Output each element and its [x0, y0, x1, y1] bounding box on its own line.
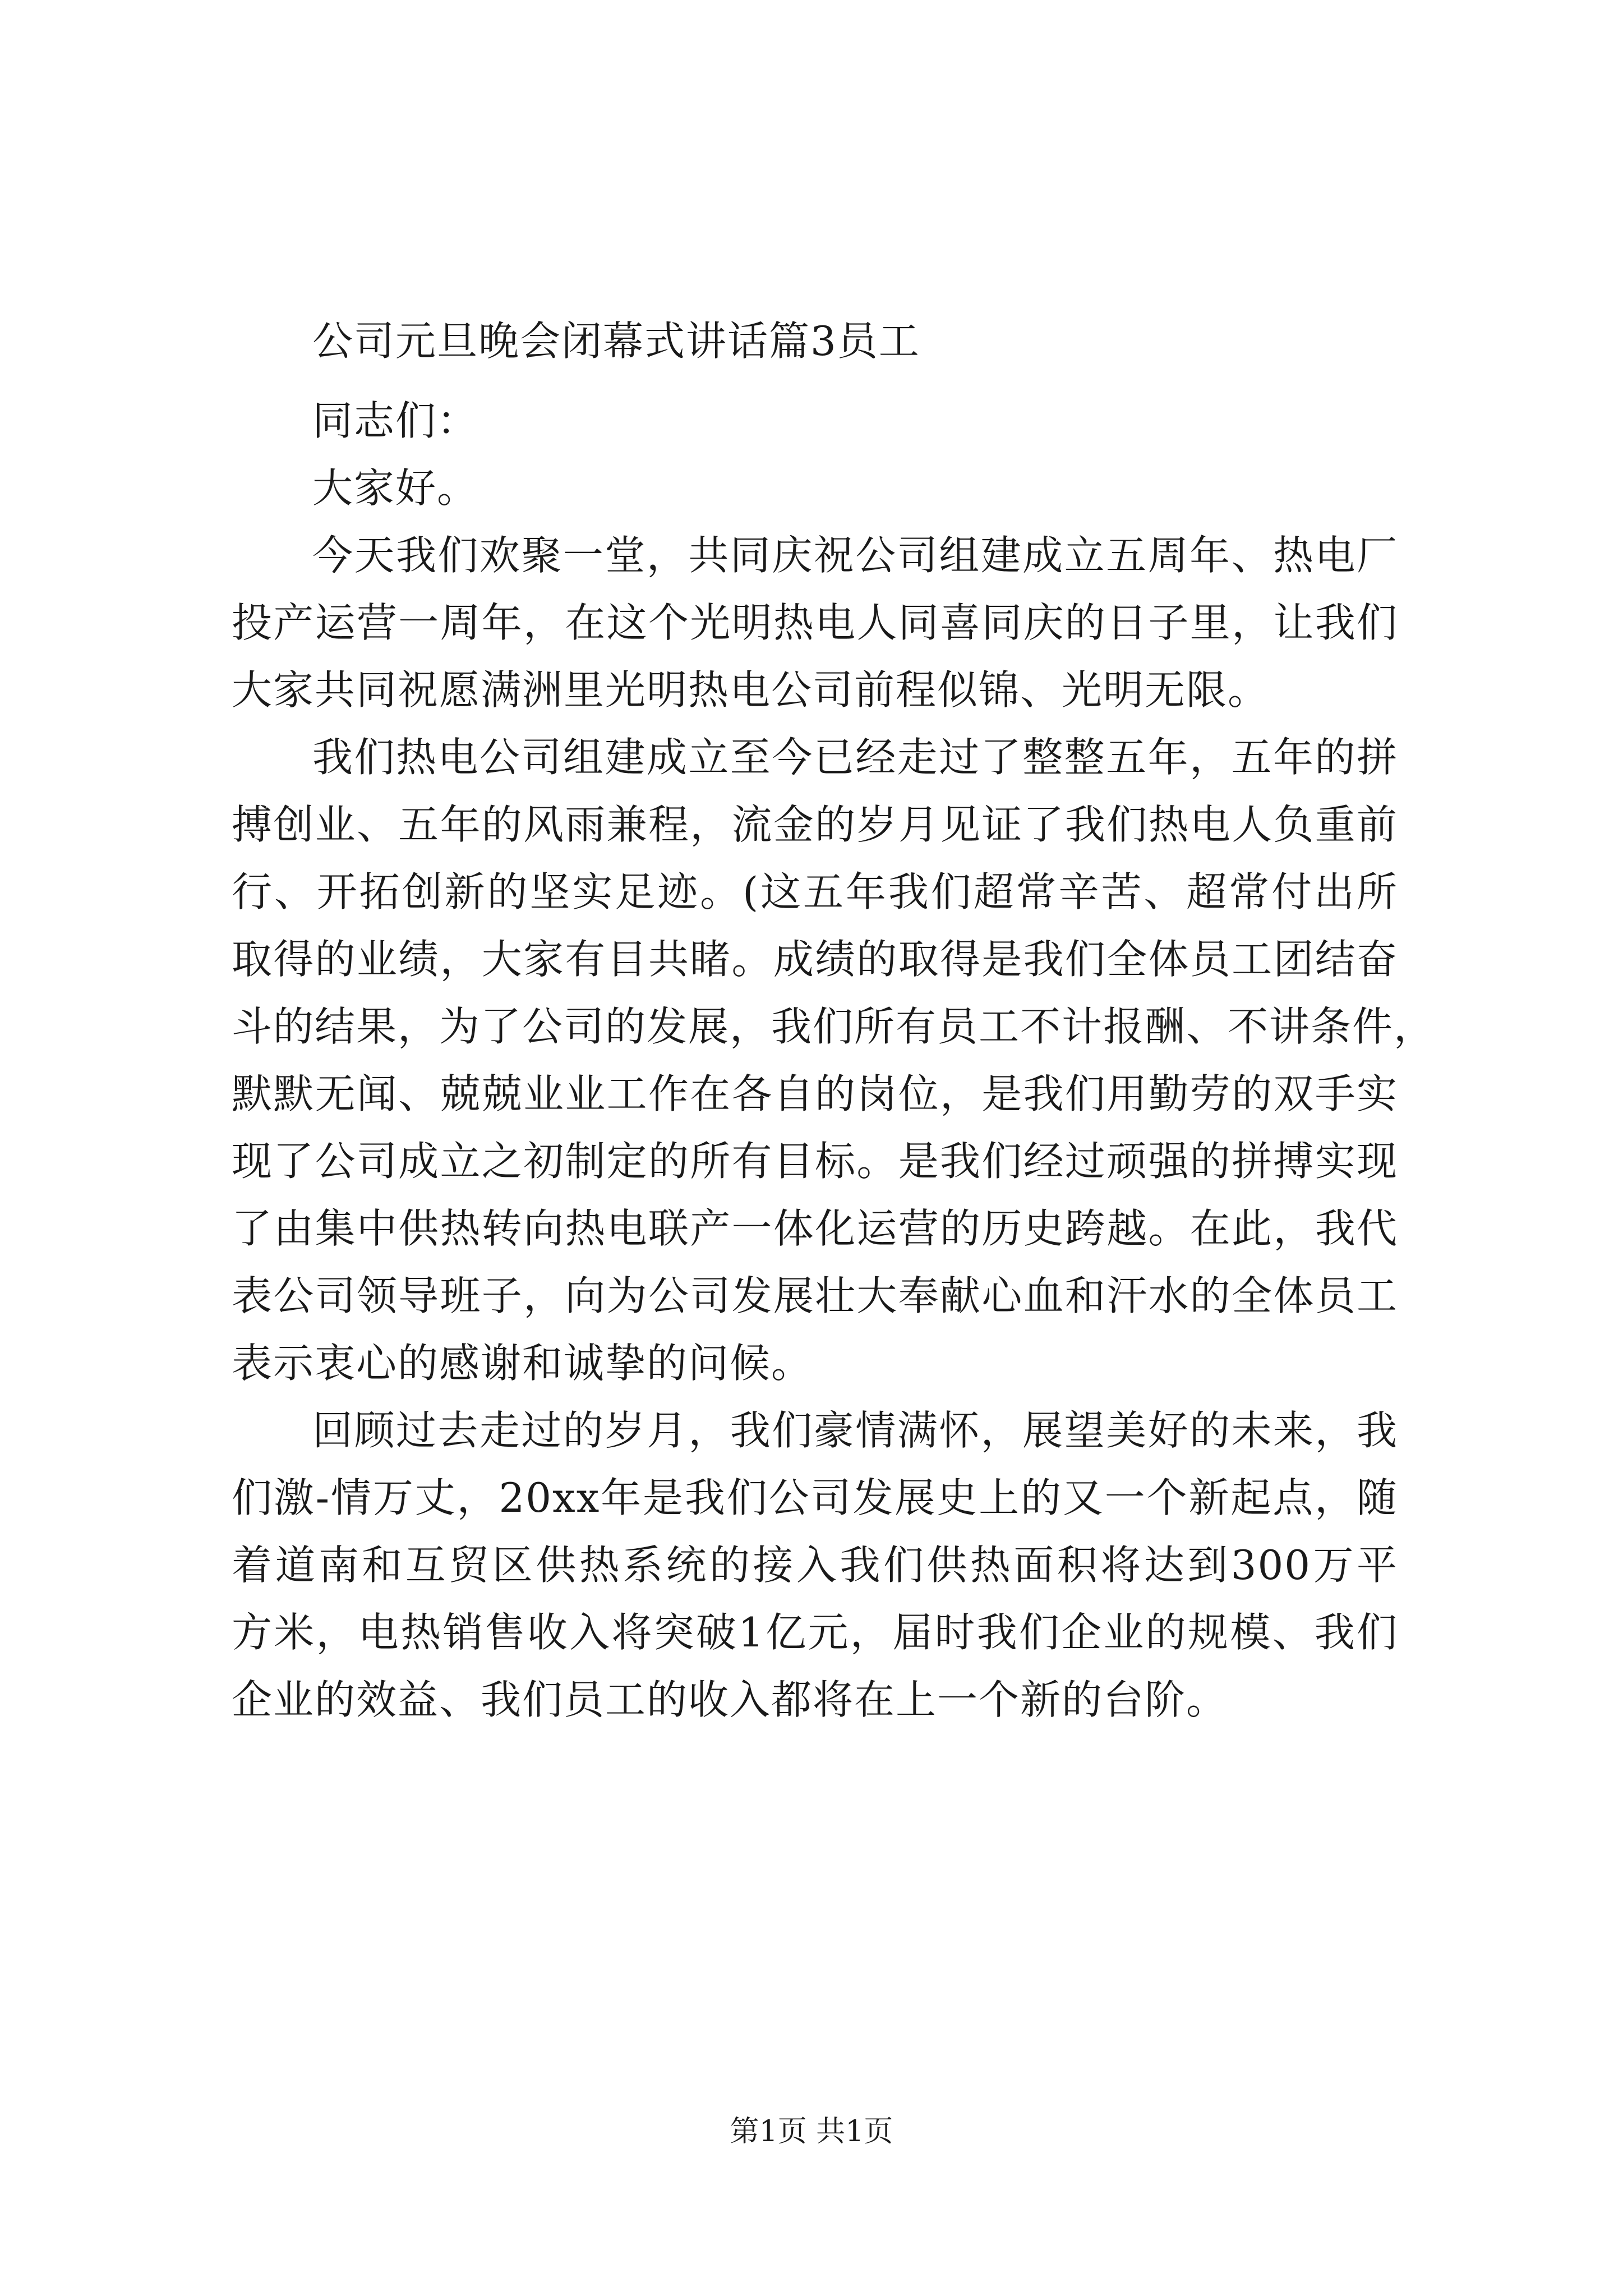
- paragraph-line: 现了公司成立之初制定的所有目标。是我们经过顽强的拼搏实现: [232, 1138, 1398, 1185]
- paragraph-line: 企业的效益、我们员工的收入都将在上一个新的台阶。: [232, 1676, 1228, 1723]
- paragraph-2: [232, 724, 1436, 1397]
- paragraph-3: [232, 1397, 1398, 1733]
- paragraph-line: 行、开拓创新的坚实足迹。(这五年我们超常辛苦、超常付出所: [232, 868, 1398, 915]
- paragraph-line: 投产运营一周年，在这个光明热电人同喜同庆的日子里，让我们: [232, 599, 1398, 646]
- paragraph-line: 着道南和互贸区供热系统的接入我们供热面积将达到300万平: [232, 1542, 1398, 1589]
- paragraph-line: 今天我们欢聚一堂，共同庆祝公司组建成立五周年、热电厂: [312, 532, 1398, 579]
- document-title: 公司元旦晚会闭幕式讲话篇3员工: [312, 318, 920, 365]
- paragraph-line: 回顾过去走过的岁月，我们豪情满怀，展望美好的未来，我: [312, 1407, 1398, 1454]
- paragraph-line: 表公司领导班子，向为公司发展壮大奉献心血和汗水的全体员工: [232, 1272, 1398, 1319]
- document-body: [232, 307, 1436, 1733]
- paragraph-line: 了由集中供热转向热电联产一体化运营的历史跨越。在此，我代: [232, 1205, 1398, 1252]
- salutation: 同志们：: [312, 397, 479, 444]
- paragraph-1: [232, 522, 1398, 724]
- greeting: 大家好。: [312, 464, 479, 512]
- paragraph-line: 我们热电公司组建成立至今已经走过了整整五年，五年的拼: [312, 734, 1398, 781]
- paragraph-line: 搏创业、五年的风雨兼程，流金的岁月见证了我们热电人负重前: [232, 801, 1398, 848]
- paragraph-line: 斗的结果，为了公司的发展，我们所有员工不计报酬、不讲条件，: [232, 1003, 1436, 1050]
- paragraph-line: 默默无闻、兢兢业业工作在各自的岗位，是我们用勤劳的双手实: [232, 1070, 1398, 1117]
- paragraph-line: 方米，电热销售收入将突破1亿元，届时我们企业的规模、我们: [232, 1609, 1398, 1656]
- paragraph-line: 们激-情万丈，20xx年是我们公司发展史上的又一个新起点，随: [232, 1474, 1398, 1521]
- paragraph-line: 大家共同祝愿满洲里光明热电公司前程似锦、光明无限。: [232, 666, 1270, 714]
- page-footer: 第1页 共1页: [730, 2115, 893, 2148]
- paragraph-line: 表示衷心的感谢和诚挚的问候。: [232, 1340, 813, 1387]
- paragraph-line: 取得的业绩，大家有目共睹。成绩的取得是我们全体员工团结奋: [232, 936, 1398, 983]
